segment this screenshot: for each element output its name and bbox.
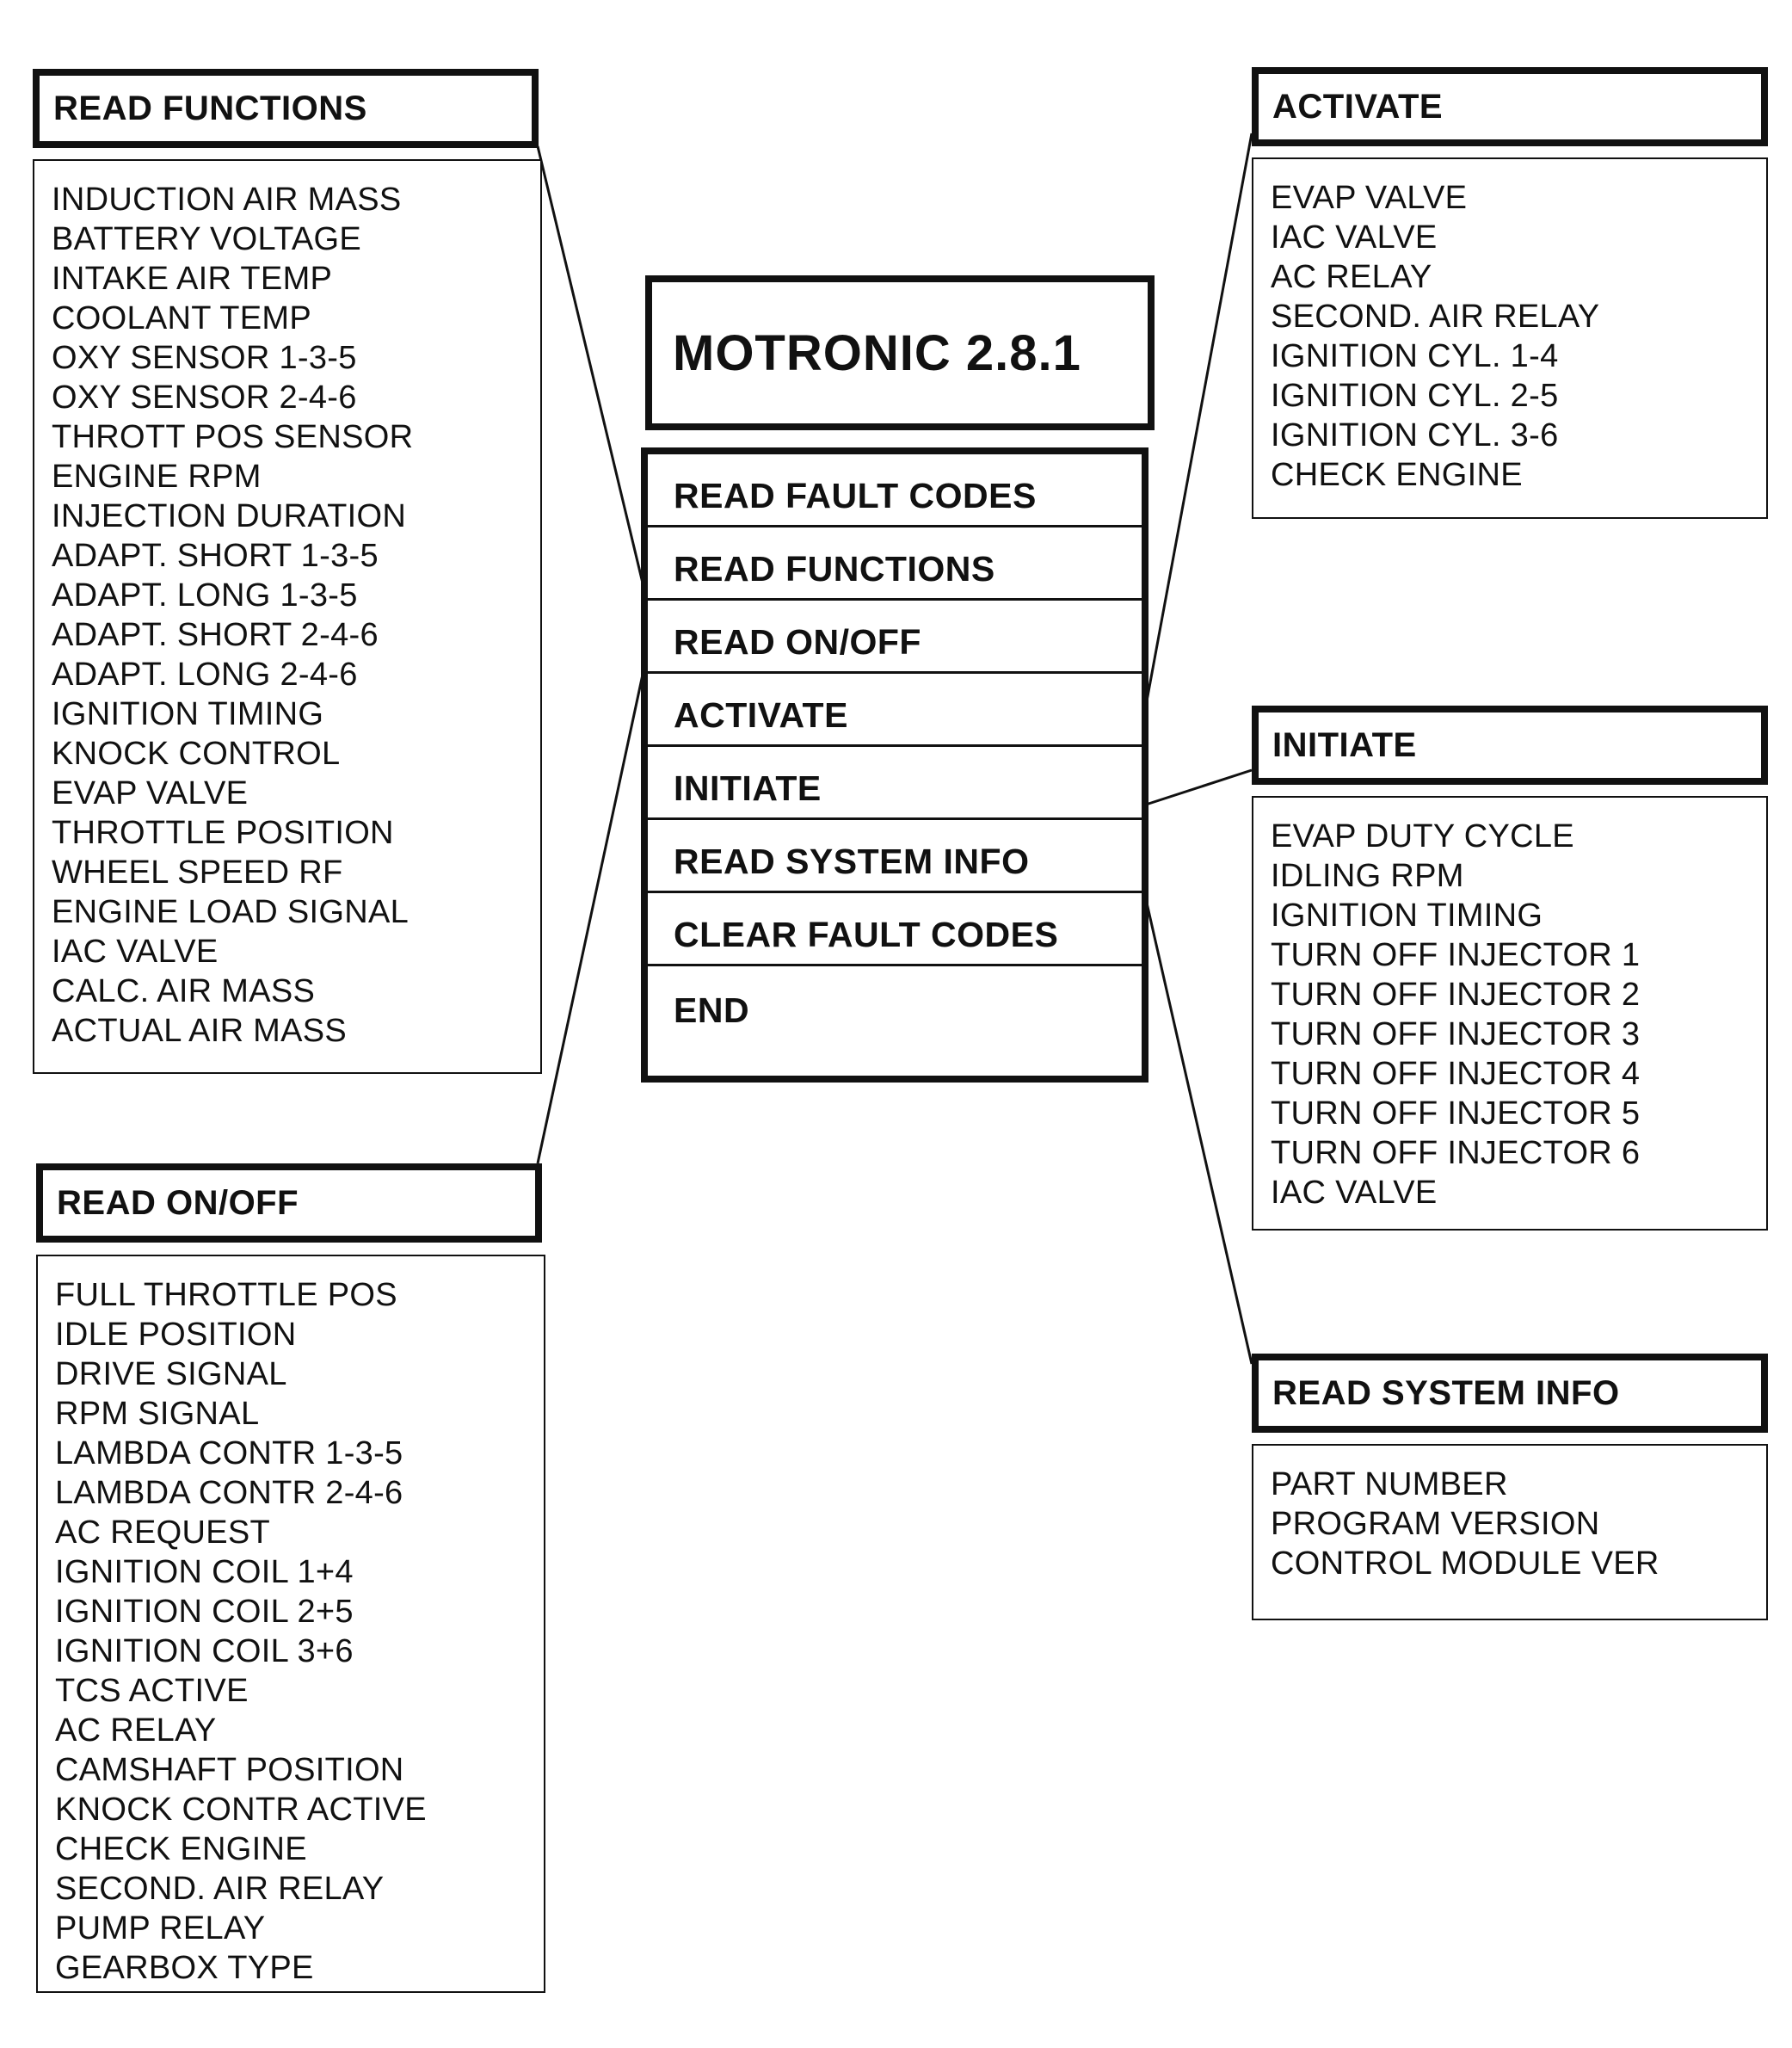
activate-heading <box>1252 67 1768 146</box>
list-item: EVAP VALVE <box>1271 180 1468 216</box>
list-item: AC RELAY <box>55 1712 217 1749</box>
list-item: TURN OFF INJECTOR 2 <box>1271 977 1641 1013</box>
menu-item-read-system-info[interactable]: READ SYSTEM INFO <box>648 820 1142 893</box>
list-item: BATTERY VOLTAGE <box>52 221 361 257</box>
list-item: TCS ACTIVE <box>55 1673 249 1709</box>
list-item: TURN OFF INJECTOR 3 <box>1271 1016 1641 1052</box>
list-item: IGNITION CYL. 1-4 <box>1271 338 1559 374</box>
connector-read-on-off <box>538 663 645 1163</box>
list-item: IGNITION TIMING <box>1271 898 1543 934</box>
list-item: CONTROL MODULE VER <box>1271 1545 1660 1582</box>
initiate-heading <box>1252 706 1768 785</box>
list-item: IGNITION COIL 2+5 <box>55 1594 354 1630</box>
list-item: CALC. AIR MASS <box>52 973 316 1009</box>
connector-read-system-info <box>1146 899 1252 1364</box>
list-item: INTAKE AIR TEMP <box>52 261 333 297</box>
list-item: CHECK ENGINE <box>55 1831 307 1867</box>
list-item: ENGINE RPM <box>52 459 262 495</box>
list-item: INDUCTION AIR MASS <box>52 182 402 218</box>
read-on-off-heading <box>36 1163 542 1243</box>
list-item: IDLE POSITION <box>55 1317 297 1353</box>
list-item: CHECK ENGINE <box>1271 457 1523 493</box>
list-item: IAC VALVE <box>1271 1175 1438 1211</box>
activate-heading-label: ACTIVATE <box>1272 87 1444 126</box>
connector-activate <box>1146 133 1252 706</box>
list-item: ADAPT. LONG 1-3-5 <box>52 577 358 614</box>
menu-item-read-functions[interactable]: READ FUNCTIONS <box>648 527 1142 601</box>
list-item: ADAPT. LONG 2-4-6 <box>52 657 358 693</box>
list-item: ADAPT. SHORT 1-3-5 <box>52 538 379 574</box>
title-box <box>645 275 1155 430</box>
list-item: IGNITION COIL 1+4 <box>55 1554 354 1590</box>
list-item: IGNITION COIL 3+6 <box>55 1633 354 1669</box>
menu-item-initiate[interactable]: INITIATE <box>648 747 1142 820</box>
list-item: THROTT POS SENSOR <box>52 419 414 455</box>
list-item: PART NUMBER <box>1271 1466 1508 1502</box>
list-item: TURN OFF INJECTOR 1 <box>1271 937 1641 973</box>
list-item: SECOND. AIR RELAY <box>1271 299 1600 335</box>
initiate-heading-label: INITIATE <box>1272 725 1417 764</box>
connector-read-functions <box>538 146 645 594</box>
read-system-info-heading <box>1252 1354 1768 1433</box>
connector-initiate <box>1146 770 1252 805</box>
list-item: LAMBDA CONTR 2-4-6 <box>55 1475 403 1511</box>
list-item: AC REQUEST <box>55 1514 271 1551</box>
read-system-info-list <box>1252 1444 1768 1620</box>
list-item: DRIVE SIGNAL <box>55 1356 287 1392</box>
list-item: IAC VALVE <box>52 934 219 970</box>
list-item: AC RELAY <box>1271 259 1432 295</box>
initiate-list <box>1252 796 1768 1231</box>
list-item: INJECTION DURATION <box>52 498 407 534</box>
list-item: KNOCK CONTR ACTIVE <box>55 1792 427 1828</box>
list-item: KNOCK CONTROL <box>52 736 341 772</box>
menu-item-end[interactable]: END <box>674 990 750 1030</box>
list-item: GEARBOX TYPE <box>55 1950 314 1986</box>
read-on-off-heading-label: READ ON/OFF <box>57 1183 299 1222</box>
list-item: EVAP VALVE <box>52 775 249 811</box>
list-item: TURN OFF INJECTOR 6 <box>1271 1135 1641 1171</box>
list-item: IGNITION CYL. 3-6 <box>1271 417 1559 453</box>
list-item: IAC VALVE <box>1271 219 1438 256</box>
list-item: PUMP RELAY <box>55 1910 266 1946</box>
list-item: TURN OFF INJECTOR 4 <box>1271 1056 1641 1092</box>
list-item: PROGRAM VERSION <box>1271 1506 1600 1542</box>
list-item: SECOND. AIR RELAY <box>55 1871 385 1907</box>
list-item: THROTTLE POSITION <box>52 815 394 851</box>
list-item: ENGINE LOAD SIGNAL <box>52 894 410 930</box>
list-item: IGNITION TIMING <box>52 696 324 732</box>
read-functions-list <box>33 159 542 1074</box>
list-item: FULL THROTTLE POS <box>55 1277 397 1313</box>
list-item: RPM SIGNAL <box>55 1396 260 1432</box>
menu-item-read-on-off[interactable]: READ ON/OFF <box>648 601 1142 674</box>
list-item: TURN OFF INJECTOR 5 <box>1271 1095 1641 1132</box>
list-item: ACTUAL AIR MASS <box>52 1013 348 1049</box>
read-on-off-list <box>36 1255 545 1993</box>
activate-list <box>1252 157 1768 519</box>
read-system-info-heading-label: READ SYSTEM INFO <box>1272 1373 1620 1412</box>
read-functions-heading-label: READ FUNCTIONS <box>53 89 367 127</box>
list-item: EVAP DUTY CYCLE <box>1271 818 1574 854</box>
menu-item-read-fault-codes[interactable]: READ FAULT CODES <box>648 454 1142 527</box>
list-item: CAMSHAFT POSITION <box>55 1752 404 1788</box>
read-functions-heading <box>33 69 539 148</box>
menu-item-activate[interactable]: ACTIVATE <box>648 674 1142 747</box>
list-item: COOLANT TEMP <box>52 300 312 336</box>
list-item: IGNITION CYL. 2-5 <box>1271 378 1559 414</box>
list-item: OXY SENSOR 1-3-5 <box>52 340 357 376</box>
list-item: ADAPT. SHORT 2-4-6 <box>52 617 379 653</box>
list-item: IDLING RPM <box>1271 858 1464 894</box>
list-item: WHEEL SPEED RF <box>52 854 343 891</box>
main-menu <box>641 447 1148 1083</box>
list-item: OXY SENSOR 2-4-6 <box>52 379 357 416</box>
page-title: MOTRONIC 2.8.1 <box>673 324 1081 381</box>
list-item: LAMBDA CONTR 1-3-5 <box>55 1435 403 1471</box>
menu-item-clear-fault-codes[interactable]: CLEAR FAULT CODES <box>648 893 1142 966</box>
